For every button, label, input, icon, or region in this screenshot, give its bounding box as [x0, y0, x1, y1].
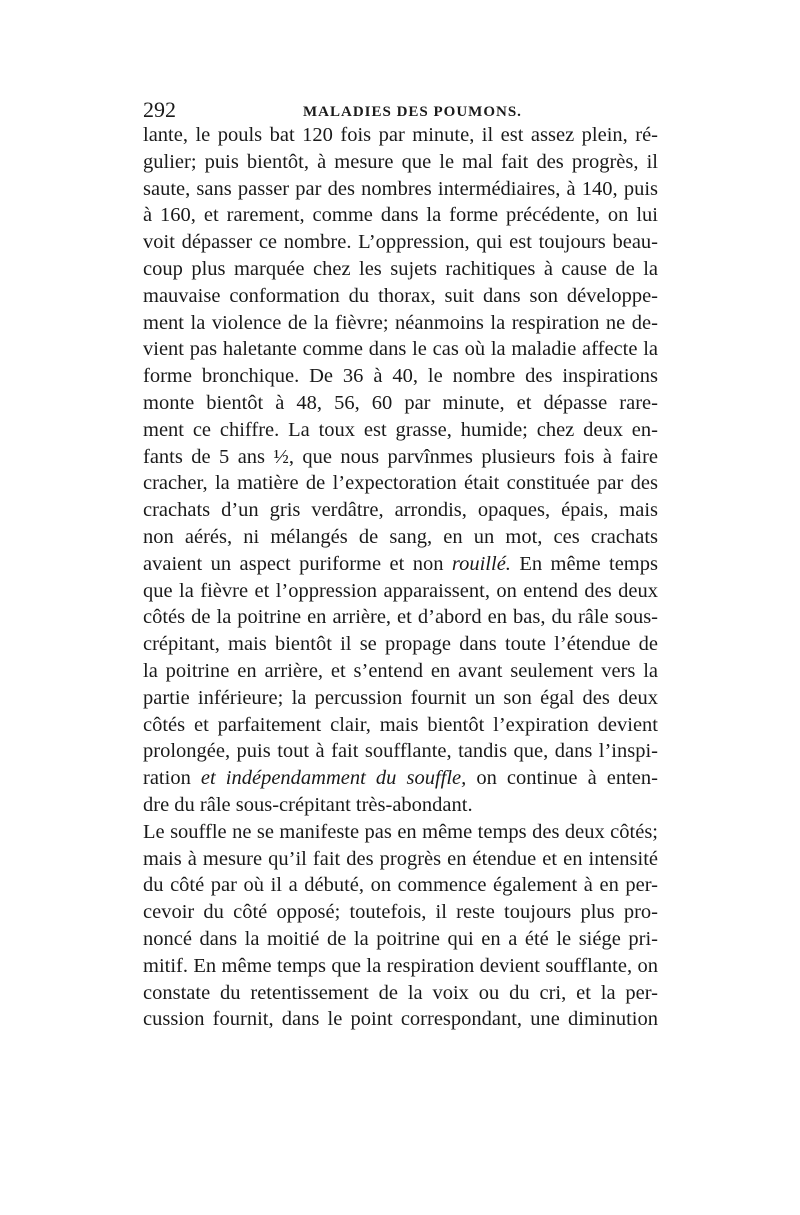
text-line: vient pas haletante comme dans le cas où la maladie affecte la — [143, 338, 658, 361]
text-line: monte bientôt à 48, 56, 60 par minute, et dépasse rare- — [143, 391, 658, 414]
text-segment: avaient un aspect puriforme et non — [143, 552, 452, 575]
text-line: partie inférieure; la percussion fournit un son égal des deux — [143, 686, 658, 709]
text-line: crépitant, mais bientôt il se propage dans toute l’étendue de — [143, 633, 658, 656]
text-line: mitif. En même temps que la respiration devient soufflante, on — [143, 954, 658, 977]
text-line: que la fièvre et l’oppression apparaissent, on entend des deux — [143, 579, 658, 602]
text-line: mais à mesure qu’il fait des progrès en étendue et en intensité — [143, 847, 658, 870]
text-line: mauvaise conformation du thorax, suit dans son développe- — [143, 284, 658, 307]
text-segment: ration — [143, 767, 201, 790]
italic-term: rouillé. — [451, 552, 511, 575]
text-line: non aérés, ni mélangés de sang, en un mot, ces crachats — [143, 525, 658, 548]
text-line: gulier; puis bientôt, à mesure que le mal fait des progrès, il — [143, 150, 658, 173]
text-line: côtés et parfaitement clair, mais bientôt l’expiration devient — [143, 713, 658, 736]
text-line: cevoir du côté opposé; toutefois, il reste toujours plus pro- — [143, 901, 658, 924]
text-line: du côté par où il a débuté, on commence également à en per- — [143, 874, 658, 897]
text-line: constate du retentissement de la voix ou du cri, et la per- — [143, 981, 658, 1004]
italic-phrase: et indépendamment du souffle, — [200, 767, 467, 790]
text-line: côtés de la poitrine en arrière, et d’abord en bas, du râle sous- — [143, 606, 658, 629]
text-segment: En même temps — [510, 552, 658, 575]
text-line: la poitrine en arrière, et s’entend en avant seulement vers la — [143, 659, 658, 682]
running-head: MALADIES DES POUMONS. — [303, 104, 522, 120]
text-line: voit dépasser ce nombre. L’oppression, qui est toujours beau- — [143, 231, 658, 254]
page-header — [143, 97, 658, 125]
text-line: ment ce chiffre. La toux est grasse, humide; chez deux en- — [143, 418, 658, 441]
text-line: cussion fournit, dans le point correspondant, une diminution — [143, 1008, 658, 1031]
text-line: coup plus marquée chez les sujets rachitiques à cause de la — [143, 257, 658, 280]
text-line: cracher, la matière de l’expectoration était constituée par des — [143, 472, 658, 495]
paragraph-2 — [143, 819, 658, 1033]
text-line: Le souffle ne se manifeste pas en même temps des deux côtés; — [143, 820, 658, 843]
body-text — [143, 122, 658, 1033]
text-line: noncé dans la moitié de la poitrine qui en a été le siége pri- — [143, 927, 658, 950]
text-line: saute, sans passer par des nombres intermédiaires, à 140, puis — [143, 177, 658, 200]
text-line: crachats d’un gris verdâtre, arrondis, opaques, épais, mais — [143, 499, 658, 522]
text-line: dre du râle sous-crépitant très-abondant. — [143, 793, 473, 816]
page-number: 292 — [143, 97, 176, 122]
paragraph-1 — [143, 122, 658, 819]
text-line: lante, le pouls bat 120 fois par minute, il est assez plein, ré- — [143, 124, 658, 146]
text-line-with-italic — [143, 551, 658, 578]
text-line: fants de 5 ans ½, que nous parvînmes plusieurs fois à faire — [143, 445, 658, 468]
text-line: forme bronchique. De 36 à 40, le nombre des inspirations — [143, 365, 658, 388]
text-line: prolongée, puis tout à fait soufflante, tandis que, dans l’inspi- — [143, 740, 658, 763]
text-line-with-italic — [143, 765, 658, 792]
text-line: ment la violence de la fièvre; néanmoins la respiration ne de- — [143, 311, 658, 334]
text-line: à 160, et rarement, comme dans la forme précédente, on lui — [143, 204, 658, 227]
text-segment: on continue à enten- — [466, 767, 658, 790]
